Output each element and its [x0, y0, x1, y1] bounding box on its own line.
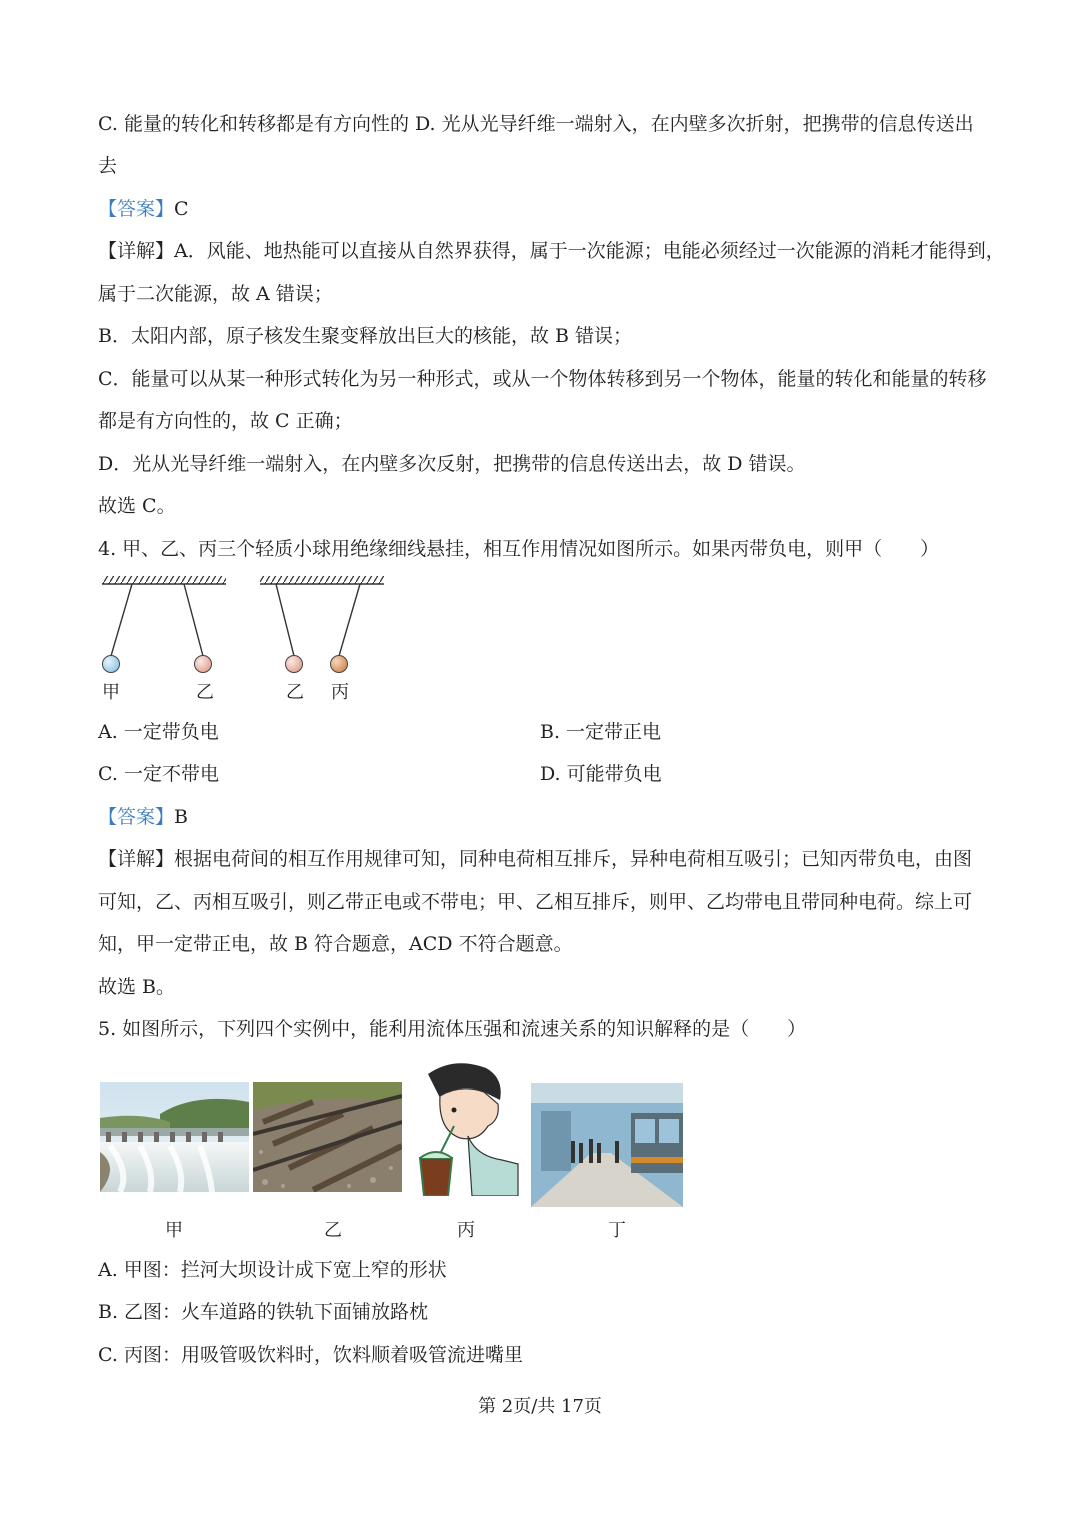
string-jia [111, 584, 132, 656]
straw-drinking-image [414, 1060, 520, 1196]
q3-detail-line-3: B．太阳内部，原子核发生聚变释放出巨大的核能，故 B 错误； [98, 325, 633, 347]
q4-option-c: C. 一定不带电 [98, 763, 219, 785]
answer-value: C [174, 198, 189, 220]
intro-line-1: C. 能量的转化和转移都是有方向性的 D. 光从光导纤维一端射入，在内壁多次折射，把携带的信息传送出 [98, 113, 974, 135]
detail-tag: 【详解】 [98, 848, 175, 870]
q3-detail-line-6: D．光从光导纤维一端射入，在内壁多次反射，把携带的信息传送出去，故 D 错误。 [98, 453, 806, 475]
q4-pendulum-figure [98, 572, 398, 682]
label-bing: 丙 [331, 682, 349, 703]
subway-platform-image [531, 1083, 683, 1207]
ball-bing [331, 656, 348, 673]
q4-detail-line-1 [98, 847, 972, 871]
label-jia: 甲 [102, 682, 120, 703]
q4-option-b: B. 一定带正电 [540, 721, 662, 743]
q3-detail-line-1 [98, 239, 1005, 263]
left-ceiling [102, 576, 226, 584]
image-label-ding: 丁 [608, 1220, 626, 1241]
detail-text: A．风能、地热能可以直接从自然界获得，属于一次能源；电能必须经过一次能源的消耗才能得到， [174, 240, 1005, 262]
intro-line-2: 去 [98, 155, 118, 177]
q4-answer [98, 805, 188, 829]
q4-conclusion: 故选 B。 [98, 976, 176, 998]
q3-detail-line-4: C．能量可以从某一种形式转化为另一种形式，或从一个物体转移到另一个物体，能量的转化和能量的转移 [98, 368, 987, 390]
q4-detail-line-3: 知，甲一定带正电，故 B 符合题意，ACD 不符合题意。 [98, 933, 573, 955]
q5-option-a: A. 甲图：拦河大坝设计成下宽上窄的形状 [98, 1259, 447, 1281]
q5-stem: 5. 如图所示，下列四个实例中，能利用流体压强和流速关系的知识解释的是（ ） [98, 1018, 807, 1040]
q3-detail-line-2: 属于二次能源，故 A 错误； [98, 283, 333, 305]
q3-detail-line-5: 都是有方向性的，故 C 正确； [98, 410, 353, 432]
ball-yi-right [286, 656, 303, 673]
detail-text: 根据电荷间的相互作用规律可知，同种电荷相互排斥，异种电荷相互吸引；已知丙带负电，由图 [174, 848, 973, 870]
image-label-bing: 丙 [457, 1220, 475, 1241]
page-number-footer: 第 2页/共 17页 [478, 1396, 602, 1417]
image-label-jia: 甲 [165, 1220, 183, 1241]
q4-option-a: A. 一定带负电 [98, 721, 219, 743]
q4-stem: 4. 甲、乙、丙三个轻质小球用绝缘细线悬挂，相互作用情况如图所示。如果丙带负电，则甲（ ） [98, 538, 940, 560]
answer-tag: 【答案】 [98, 806, 175, 828]
label-yi-right: 乙 [286, 682, 304, 703]
dam-image [100, 1082, 249, 1192]
image-label-yi: 乙 [324, 1220, 342, 1241]
ball-yi-left [195, 656, 212, 673]
railway-image [253, 1082, 402, 1192]
detail-tag: 【详解】 [98, 240, 175, 262]
label-yi-left: 乙 [196, 682, 214, 703]
string-yi-left [184, 584, 203, 656]
q5-option-b: B. 乙图：火车道路的铁轨下面铺放路枕 [98, 1301, 429, 1323]
string-yi-right [276, 584, 294, 656]
right-ceiling [260, 576, 384, 584]
answer-tag: 【答案】 [98, 198, 175, 220]
string-bing [339, 584, 360, 656]
q3-conclusion: 故选 C。 [98, 495, 176, 517]
q4-option-d: D. 可能带负电 [540, 763, 662, 785]
answer-value: B [174, 806, 188, 828]
ball-jia [103, 656, 120, 673]
q4-detail-line-2: 可知，乙、丙相互吸引，则乙带正电或不带电；甲、乙相互排斥，则甲、乙均带电且带同种电荷。综上可 [98, 891, 973, 913]
q3-answer [98, 197, 189, 221]
q5-option-c: C. 丙图：用吸管吸饮料时，饮料顺着吸管流进嘴里 [98, 1344, 523, 1366]
